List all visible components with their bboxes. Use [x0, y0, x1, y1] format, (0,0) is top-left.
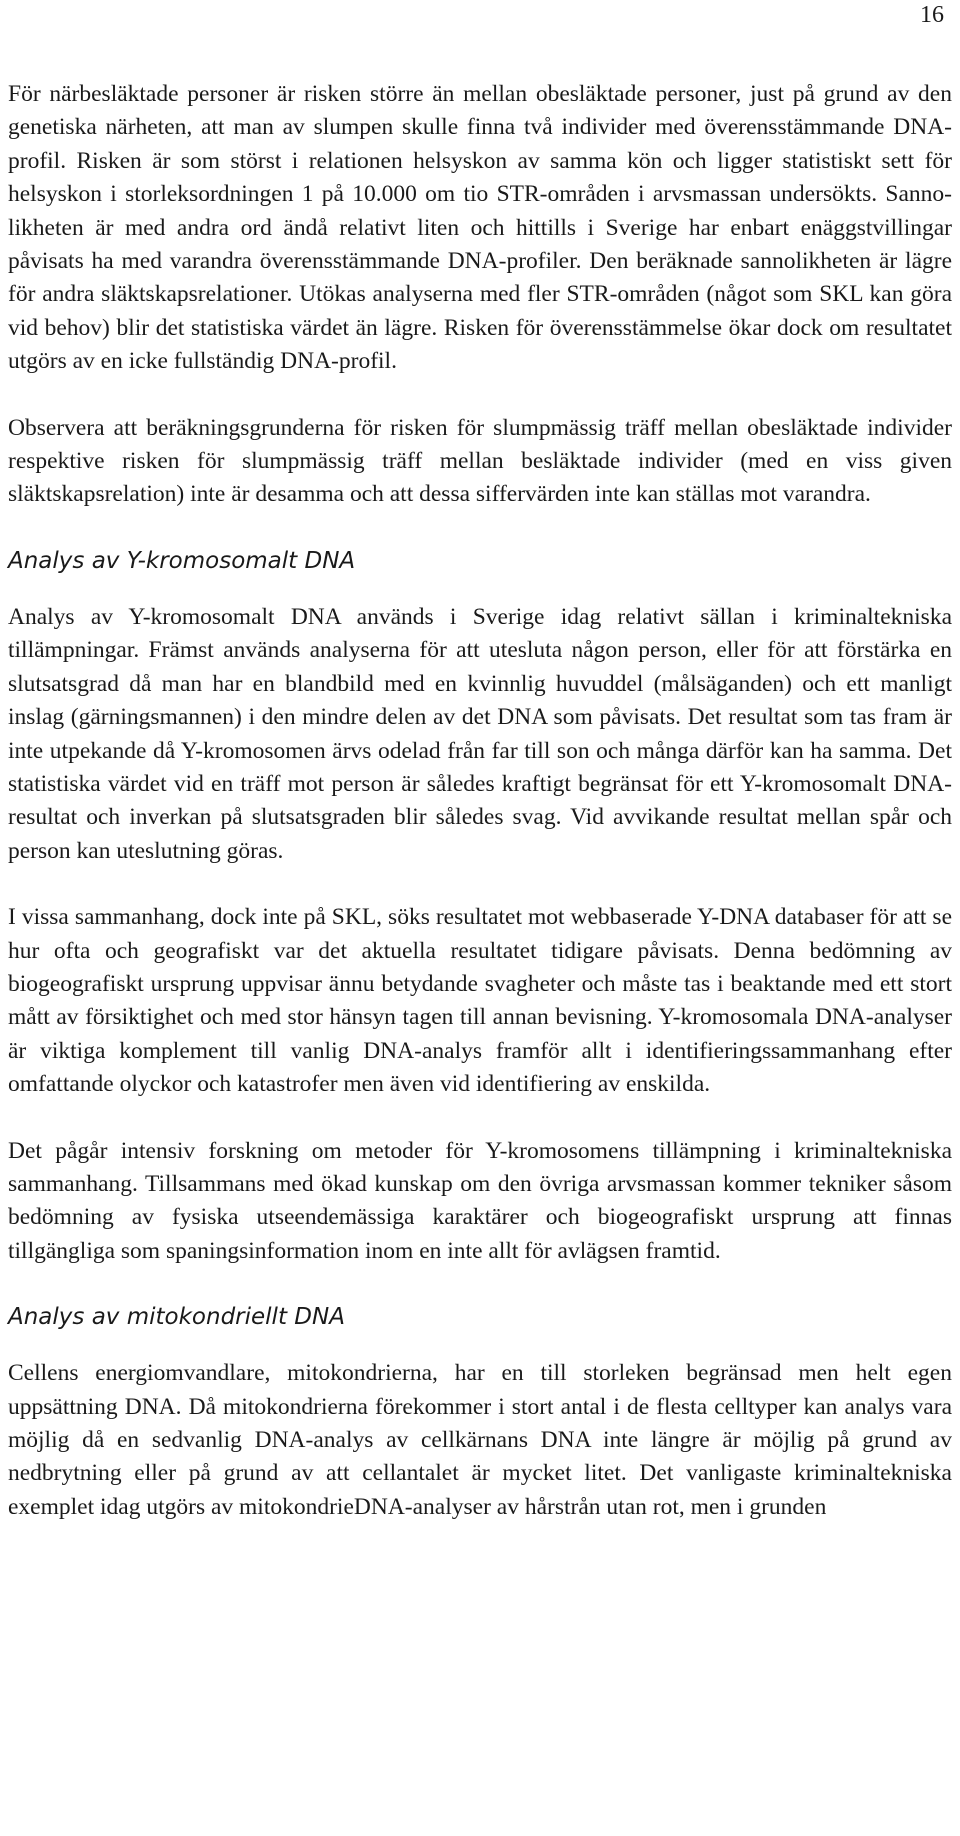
page-number: 16 — [920, 2, 944, 28]
paragraph-y-dna-research: Det pågår intensiv forskning om metoder för Y-kromosomens tillämpning i kriminaltekniska sammanhang. Tillsammans med ökad kunskap om den övriga arvsmassan kommer tekniker såsom bedömning av fysiska utseendemässiga karaktärer och biogeografiskt ursprung att finnas tillgängliga som spaningsinformation inom en inte allt för avlägsen framtid. — [8, 1137, 952, 1264]
paragraph-calculation-basis: Observera att beräkningsgrunderna för risken för slumpmässig träff mellan obesläktade individer respektive risken för slumpmässig träff mellan besläktade individer (med en viss given släktskapsrelation) inte är desamma och att dessa siffervärden inte kan ställas mot varandra. — [8, 414, 952, 508]
section-heading-mitochondrial: Analys av mitokondriellt DNA — [8, 1304, 345, 1331]
section-heading-y-chromosomal: Analys av Y-kromosomalt DNA — [8, 547, 356, 574]
paragraph-y-dna-usage: Analys av Y-kromosomalt DNA används i Sverige idag relativt sällan i kriminaltekniska tillämpningar. Främst används analyserna för att utesluta någon person, eller för att förstärka en slutsatsgrad då man har en blandbild med en kvinnlig huvuddel (målsäganden) och ett manligt inslag (gärningsmannen) i den mindre delen av det DNA som påvisats. Det resultat som tas fram är inte utpekande då Y-kromosomen ärvs odelad från far till son och många därför kan ha samma. Det statistiska värdet vid en träff mot person är således kraftigt begränsat för ett Y-kromosomalt DNA-resultat och inverkan på slutsatsgraden blir således svag. Vid avvikande resultat mellan spår och person kan uteslutning göras. — [8, 603, 952, 864]
paragraph-y-dna-databases: I vissa sammanhang, dock inte på SKL, söks resultatet mot webbaserade Y-DNA databaser för att se hur ofta och geografiskt var det aktuella resultatet tidigare påvisats. Denna bedömning av biogeografiskt ursprung uppvisar ännu betydande svagheter och måste tas i beaktande med ett stort mått av försiktighet och med stor hänsyn tagen till annan bevisning. Y-kromosomala DNA-analyser är viktiga komplement till vanlig DNA-analys framför allt i identifieringssammanhang efter omfattande olyckor och katastrofer men även vid identifiering av enskilda. — [8, 904, 952, 1098]
document-body — [8, 78, 952, 1524]
paragraph-related-persons-risk: För närbesläktade personer är risken större än mellan obesläktade personer, just på grund av den genetiska närheten, att man av slumpen skulle finna två individer med överensstämmande DNA-profil. Risken är som störst i relationen helsyskon av samma kön och ligger statistiskt sett för helsyskon i storleksordningen 1 på 10.000 om tio STR-områden i arvsmassan undersökts. Sannolikheten är med andra ord ändå relativt liten och hittills i Sverige har enbart enäggstvillingar påvisats ha med varandra överensstämmande DNA-profiler. Den beräknade sannolikheten är lägre för andra släktskapsrelationer. Utökas analyserna med fler STR-områden (något som SKL kan göra vid behov) blir det statistiska värdet än lägre. Risken för överensstämmelse ökar dock om resultatet utgörs av en icke fullständig DNA-profil. — [8, 81, 952, 375]
paragraph-mitochondrial-dna: Cellens energiomvandlare, mitokondrierna, har en till storleken begränsad men helt egen uppsättning DNA. Då mitokondrierna förekommer i stort antal i de flesta celltyper kan analys vara möjlig då en sedvanlig DNA-analys av cellkärnans DNA inte längre är möjlig på grund av nedbrytning eller på grund av att cellantalet är mycket litet. Det vanligaste kriminaltekniska exemplet idag utgörs av mitokondrieDNA-analyser av hårstrån utan rot, men i grunden — [8, 1360, 952, 1520]
